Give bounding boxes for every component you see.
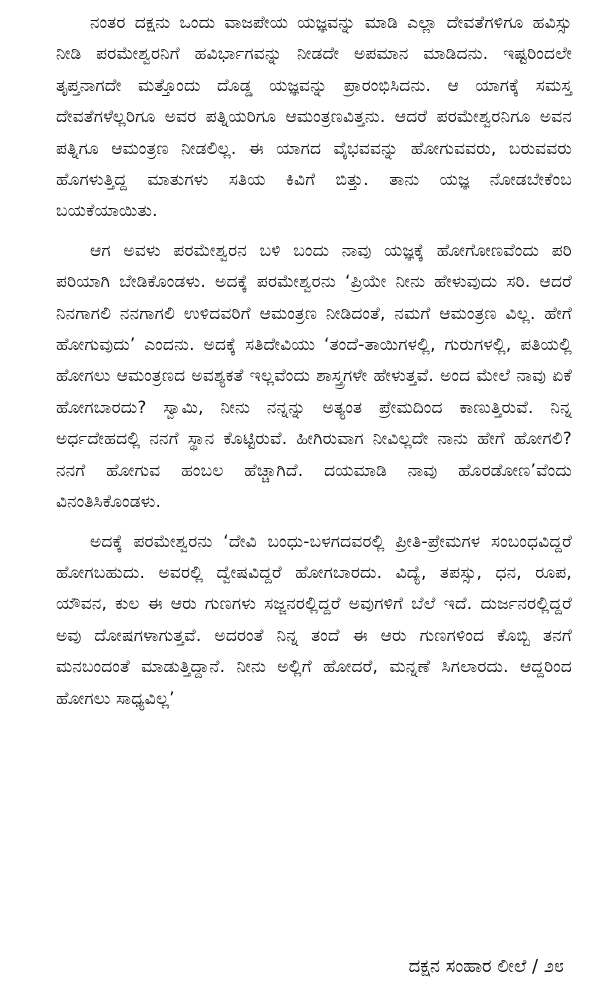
paragraph-2: ಆಗ ಅವಳು ಪರಮೇಶ್ವರನ ಬಳಿ ಬಂದು ನಾವು ಯಜ್ಞಕ್ಕೆ ಹೋಗೋಣವೆಂದು ಪರಿ ಪರಿಯಾಗಿ ಬೇಡಿಕೊಂಡಳು. ಅದಕ್ಕೆ ಪರಮೇಶ್ವರನು ‘ಪ್ರಿಯೇ ನೀನು ಹೇಳುವುದು ಸರಿ. ಆದರೆ ನಿನಗಾಗಲಿ ನನಗಾಗಲಿ ಉಳಿದವರಿಗೆ ಆಮಂತ್ರಣ ನೀಡಿದಂತೆ, ನಮಗೆ ಆಮಂತ್ರಣ ವಿಲ್ಲ. ಹೇಗೆ ಹೋಗುವುದು’ ಎಂದನು. ಅದಕ್ಕೆ ಸತಿದೇವಿಯು ‘ತಂದೆ-ತಾಯಿಗಳಲ್ಲಿ, ಗುರುಗಳಲ್ಲಿ, ಪತಿಯಲ್ಲಿ ಹೋಗಲು ಆಮಂತ್ರಣದ ಅವಶ್ಯಕತೆ ಇಲ್ಲವೆಂದು ಶಾಸ್ತ್ರಗಳೇ ಹೇಳುತ್ತವೆ. ಅಂದ ಮೇಲೆ ನಾವು ಏಕೆ ಹೋಗಬಾರದು? ಸ್ವಾಮಿ, ನೀನು ನನ್ನನ್ನು ಅತ್ಯಂತ ಪ್ರೇಮದಿಂದ ಕಾಣುತ್ತಿರುವೆ. ನಿನ್ನ ಅರ್ಧದೇಹದಲ್ಲಿ ನನಗೆ ಸ್ಥಾನ ಕೊಟ್ಟಿರುವೆ. ಹೀಗಿರುವಾಗ ನೀವಿಲ್ಲದೇ ನಾನು ಹೇಗೆ ಹೋಗಲಿ? ನನಗೆ ಹೋಗುವ ಹಂಬಲ ಹೆಚ್ಚಾಗಿದೆ. ದಯಮಾಡಿ ನಾವು ಹೊರಡೋಣ’ವೆಂದು ವಿನಂತಿಸಿಕೊಂಡಳು.	[56, 240, 572, 513]
paragraph-3: ಅದಕ್ಕೆ ಪರಮೇಶ್ವರನು ‘ದೇವಿ ಬಂಧು-ಬಳಗದವರಲ್ಲಿ ಪ್ರೀತಿ-ಪ್ರೇಮಗಳ ಸಂಬಂಧವಿದ್ದರೆ ಹೋಗಬಹುದು. ಅವರಲ್ಲಿ ದ್ವೇಷವಿದ್ದರೆ ಹೋಗಬಾರದು. ವಿದ್ಯೆ, ತಪಸ್ಸು, ಧನ, ರೂಪ, ಯೌವನ, ಕುಲ ಈ ಆರು ಗುಣಗಳು ಸಜ್ಜನರಲ್ಲಿದ್ದರೆ ಅವುಗಳಿಗೆ ಬೆಲೆ ಇದೆ. ದುರ್ಜನರಲ್ಲಿದ್ದರೆ ಅವು ದೋಷಗಳಾಗುತ್ತವೆ. ಅದರಂತೆ ನಿನ್ನ ತಂದೆ ಈ ಆರು ಗುಣಗಳಿಂದ ಕೊಬ್ಬಿ ತನಗೆ ಮನಬಂದಂತೆ ಮಾಡುತ್ತಿದ್ದಾನೆ. ನೀನು ಅಲ್ಲಿಗೆ ಹೋದರೆ, ಮನ್ನಣೆ ಸಿಗಲಾರದು. ಆದ್ದರಿಂದ ಹೋಗಲು ಸಾಧ್ಯವಿಲ್ಲ’	[56, 531, 572, 709]
running-footer: ದಕ್ಷನ ಸಂಹಾರ ಲೀಲೆ / ೨೮	[408, 956, 564, 977]
paragraph-1: ನಂತರ ದಕ್ಷನು ಒಂದು ವಾಜಪೇಯ ಯಜ್ಞವನ್ನು ಮಾಡಿ ಎಲ್ಲಾ ದೇವತೆಗಳಿಗೂ ಹವಿಸ್ಸು ನೀಡಿ ಪರಮೇಶ್ವರನಿಗೆ ಹವಿರ್ಭಾಗವನ್ನು ನೀಡದೇ ಅಪಮಾನ ಮಾಡಿದನು. ಇಷ್ಟರಿಂದಲೇ ತೃಪ್ತನಾಗದೇ ಮತ್ತೊಂದು ದೊಡ್ಡ ಯಜ್ಞವನ್ನು ಪ್ರಾರಂಭಿಸಿದನು. ಆ ಯಾಗಕ್ಕೆ ಸಮಸ್ತ ದೇವತೆಗಳೆಲ್ಲರಿಗೂ ಅವರ ಪತ್ನಿಯರಿಗೂ ಆಮಂತ್ರಣವಿತ್ತನು. ಆದರೆ ಪರಮೇಶ್ವರನಿಗೂ ಅವನ ಪತ್ನಿಗೂ ಆಮಂತ್ರಣ ನೀಡಲಿಲ್ಲ. ಈ ಯಾಗದ ವೈಭವವನ್ನು ಹೋಗುವವರು, ಬರುವವರು ಹೊಗಳುತ್ತಿದ್ದ ಮಾತುಗಳು ಸತಿಯ ಕಿವಿಗೆ ಬಿತ್ತು. ತಾನು ಯಜ್ಞ ನೋಡಬೇಕೆಂಬ ಬಯಕೆಯಾಯಿತು.	[56, 13, 572, 222]
page-body	[56, 8, 572, 715]
